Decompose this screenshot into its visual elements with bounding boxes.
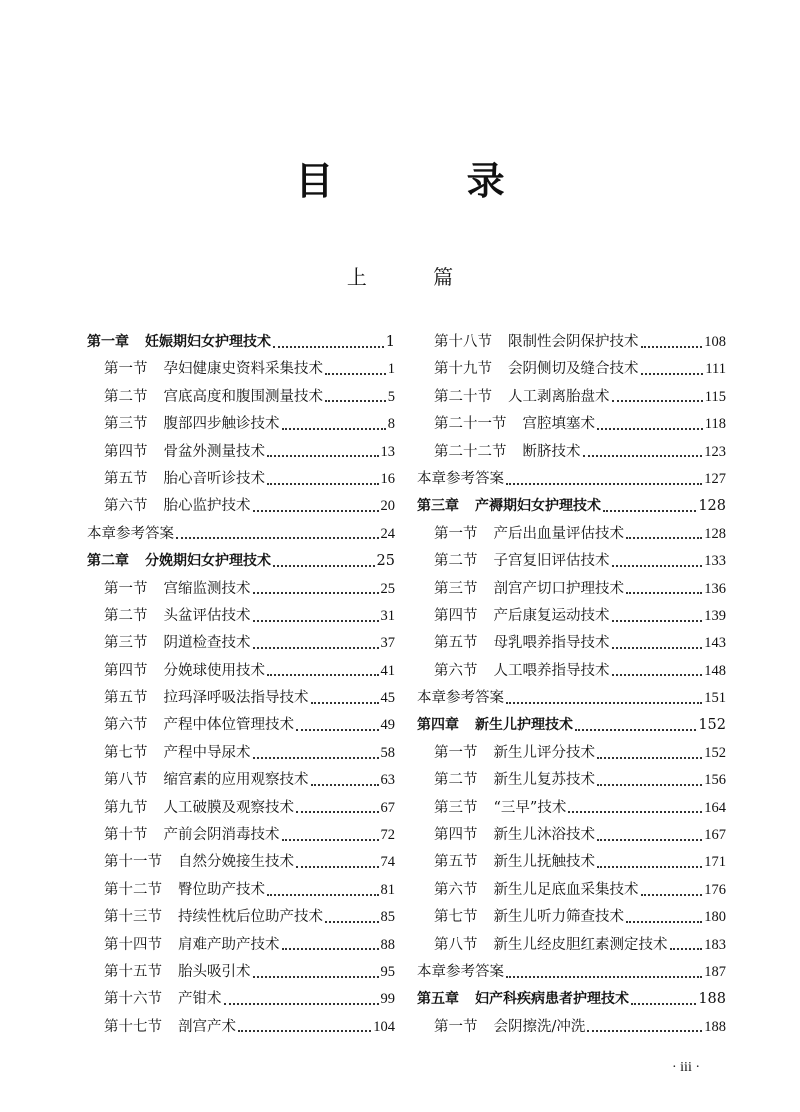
toc-entry-number: 第四节 [434, 827, 478, 844]
toc-section-entry[interactable] [87, 466, 395, 493]
toc-section-entry[interactable] [87, 685, 395, 712]
dot-leader [253, 592, 379, 594]
toc-section-entry[interactable] [417, 877, 726, 904]
toc-entry-number: 第八节 [434, 936, 478, 953]
toc-entry-page: 152 [698, 717, 726, 734]
dot-leader [176, 537, 379, 539]
toc-entry-page: 148 [704, 662, 726, 679]
toc-chapter-entry[interactable] [417, 493, 726, 520]
toc-section-entry[interactable] [417, 658, 726, 685]
toc-entry-title: 新生儿听力筛查技术 [493, 909, 624, 926]
dot-leader [253, 647, 379, 649]
toc-entry-page: 133 [704, 553, 726, 570]
dot-leader [311, 784, 379, 786]
toc-entry-number: 第四章 [417, 717, 459, 734]
dot-leader [325, 373, 386, 375]
toc-entry-page: 13 [380, 443, 395, 460]
toc-entry-page: 45 [380, 690, 395, 707]
toc-entry-title: 母乳喂养指导技术 [493, 635, 610, 652]
toc-entry-number: 第五节 [104, 470, 148, 487]
toc-entry-number: 第一节 [434, 525, 478, 542]
toc-entry-title: 腹部四步触诊技术 [163, 416, 280, 433]
dot-leader [631, 1003, 696, 1005]
part-heading: 上 篇 [346, 265, 484, 289]
toc-entry-page: 128 [698, 498, 726, 515]
toc-entry-title: 产后出血量评估技术 [493, 525, 624, 542]
toc-entry-page: 16 [380, 470, 395, 487]
toc-entry-page: 188 [698, 991, 726, 1008]
toc-entry-page: 118 [704, 416, 726, 433]
toc-section-entry[interactable] [87, 904, 395, 931]
toc-entry-page: 58 [380, 744, 395, 761]
toc-section-entry[interactable] [87, 1014, 395, 1041]
toc-left-column [87, 329, 395, 1041]
dot-leader [267, 674, 379, 676]
toc-section-entry[interactable] [417, 384, 726, 411]
dot-leader [224, 1003, 379, 1005]
toc-entry-title: 新生儿足底血采集技术 [493, 881, 639, 898]
toc-entry-page: 171 [704, 854, 726, 871]
toc-entry-page: 167 [704, 827, 726, 844]
dot-leader [282, 948, 379, 950]
dot-leader [506, 976, 702, 978]
dot-leader [626, 592, 702, 594]
dot-leader [603, 510, 696, 512]
toc-entry-page: 180 [704, 909, 726, 926]
toc-entry-number: 第一节 [434, 1018, 478, 1035]
toc-entry-title: 分娩期妇女护理技术 [145, 553, 271, 570]
toc-section-entry[interactable] [87, 411, 395, 438]
toc-title: 目 录 [295, 159, 565, 203]
toc-section-entry[interactable] [87, 356, 395, 383]
toc-entry-number: 第十三节 [104, 909, 162, 926]
toc-entry-number: 第五章 [417, 991, 459, 1008]
toc-section-entry[interactable] [87, 822, 395, 849]
toc-entry-title: 新生儿复苏技术 [493, 772, 595, 789]
toc-section-entry[interactable] [417, 932, 726, 959]
toc-section-entry[interactable] [417, 356, 726, 383]
toc-entry-number: 第三节 [434, 580, 478, 597]
toc-entry-number: 第一节 [434, 744, 478, 761]
dot-leader [325, 400, 386, 402]
dot-leader [597, 866, 702, 868]
toc-entry-title: 新生儿抚触技术 [493, 854, 595, 871]
dot-leader [626, 537, 702, 539]
toc-section-entry[interactable] [417, 740, 726, 767]
toc-entry-title: 胎头吸引术 [178, 963, 251, 980]
toc-section-entry[interactable] [417, 849, 726, 876]
toc-entry-title: 胎心监护技术 [163, 498, 251, 515]
toc-entry-title: 宫腔填塞术 [522, 416, 595, 433]
toc-entry-title: 宫缩监测技术 [163, 580, 251, 597]
toc-entry-page: 37 [380, 635, 395, 652]
toc-entry-page: 104 [373, 1018, 395, 1035]
dot-leader [641, 373, 704, 375]
toc-entry-page: 188 [704, 1018, 726, 1035]
toc-entry-title: 缩宫素的应用观察技术 [163, 772, 309, 789]
toc-entry-page: 81 [380, 881, 395, 898]
toc-entry-title: 本章参考答案 [417, 470, 504, 487]
toc-entry-page: 88 [380, 936, 395, 953]
toc-entry-title: 剖宫产切口护理技术 [493, 580, 624, 597]
toc-entry-page: 63 [380, 772, 395, 789]
toc-entry-title: 新生儿护理技术 [475, 717, 573, 734]
toc-entry-title: 头盆评估技术 [163, 607, 251, 624]
dot-leader [575, 729, 696, 731]
toc-entry-number: 第二十节 [434, 388, 492, 405]
toc-entry-number: 第三节 [104, 635, 148, 652]
dot-leader [597, 784, 702, 786]
toc-entry-number: 第一节 [104, 361, 148, 378]
dot-leader [267, 894, 379, 896]
toc-entry-title: 人工破膜及观察技术 [163, 799, 294, 816]
toc-section-entry[interactable] [87, 576, 395, 603]
toc-section-entry[interactable] [87, 959, 395, 986]
toc-entry-number: 第八节 [104, 772, 148, 789]
toc-entry-number: 第一章 [87, 334, 129, 350]
dot-leader [296, 729, 379, 731]
toc-section-entry[interactable] [417, 1014, 726, 1041]
toc-section-entry[interactable] [87, 932, 395, 959]
toc-entry-page: 1 [387, 361, 395, 378]
toc-entry-page: 85 [380, 909, 395, 926]
toc-section-entry[interactable] [417, 576, 726, 603]
toc-entry-number: 第十七节 [104, 1018, 162, 1035]
toc-answer-entry[interactable] [417, 959, 726, 986]
toc-right-column [417, 329, 726, 1041]
toc-entry-number: 第二十一节 [434, 416, 507, 433]
toc-entry-number: 第十节 [104, 827, 148, 844]
toc-entry-page: 151 [704, 690, 726, 707]
toc-entry-page: 156 [704, 772, 726, 789]
toc-entry-number: 第二章 [87, 553, 129, 570]
toc-entry-number: 第六节 [434, 662, 478, 679]
toc-entry-title: 本章参考答案 [87, 525, 174, 542]
toc-section-entry[interactable] [87, 849, 395, 876]
toc-section-entry[interactable] [87, 658, 395, 685]
toc-entry-title: 产程中导尿术 [163, 744, 251, 761]
toc-entry-title: 人工剥离胎盘术 [508, 388, 610, 405]
toc-entry-page: 67 [380, 799, 395, 816]
toc-entry-page: 176 [704, 881, 726, 898]
dot-leader [253, 976, 379, 978]
toc-section-entry[interactable] [417, 822, 726, 849]
toc-entry-title: 新生儿沐浴技术 [493, 827, 595, 844]
toc-entry-title: 自然分娩接生技术 [178, 854, 294, 871]
toc-section-entry[interactable] [417, 904, 726, 931]
toc-entry-title: 会阴侧切及缝合技术 [508, 361, 639, 378]
toc-entry-number: 第二十二节 [434, 443, 507, 460]
dot-leader [253, 510, 379, 512]
toc-entry-title: 妇产科疾病患者护理技术 [475, 991, 629, 1008]
toc-entry-title: 产褥期妇女护理技术 [475, 498, 601, 515]
toc-entry-title: 产钳术 [178, 991, 222, 1008]
toc-entry-title: 宫底高度和腹围测量技术 [163, 388, 323, 405]
toc-entry-page: 183 [704, 936, 726, 953]
dot-leader [253, 620, 379, 622]
toc-entry-title: 孕妇健康史资料采集技术 [163, 361, 323, 378]
dot-leader [587, 1030, 702, 1032]
toc-chapter-entry[interactable] [87, 548, 395, 575]
toc-entry-number: 第五节 [434, 854, 478, 871]
toc-section-entry[interactable] [417, 329, 726, 356]
toc-entry-title: 分娩球使用技术 [163, 662, 265, 679]
toc-section-entry[interactable] [87, 767, 395, 794]
toc-entry-page: 123 [704, 443, 726, 460]
toc-section-entry[interactable] [417, 767, 726, 794]
dot-leader [267, 455, 379, 457]
toc-entry-title: 新生儿经皮胆红素测定技术 [493, 936, 668, 953]
toc-section-entry[interactable] [87, 439, 395, 466]
toc-entry-number: 第二节 [104, 607, 148, 624]
page-number: · iii · [672, 1060, 700, 1075]
toc-section-entry[interactable] [87, 603, 395, 630]
toc-entry-number: 第十四节 [104, 936, 162, 953]
toc-entry-page: 143 [704, 635, 726, 652]
dot-leader [612, 565, 703, 567]
dot-leader [296, 866, 379, 868]
dot-leader [311, 702, 379, 704]
toc-entry-title: 会阴擦洗/冲洗 [493, 1018, 586, 1035]
toc-section-entry[interactable] [87, 384, 395, 411]
toc-answer-entry[interactable] [87, 521, 395, 548]
toc-entry-number: 第六节 [104, 717, 148, 734]
toc-section-entry[interactable] [87, 986, 395, 1013]
dot-leader [325, 921, 379, 923]
toc-entry-number: 第十九节 [434, 361, 492, 378]
toc-entry-page: 139 [704, 607, 726, 624]
dot-leader [568, 811, 702, 813]
toc-entry-number: 第五节 [104, 690, 148, 707]
toc-entry-number: 第四节 [434, 607, 478, 624]
toc-entry-page: 115 [704, 388, 726, 405]
dot-leader [641, 894, 703, 896]
toc-entry-number: 第十五节 [104, 963, 162, 980]
toc-entry-page: 24 [380, 525, 395, 542]
toc-entry-page: 128 [704, 525, 726, 542]
toc-entry-number: 第三章 [417, 498, 459, 515]
toc-entry-title: 肩难产助产技术 [178, 936, 280, 953]
toc-entry-page: 41 [380, 662, 395, 679]
toc-entry-title: 产前会阴消毒技术 [163, 827, 280, 844]
toc-entry-title: 断脐技术 [522, 443, 581, 460]
toc-section-entry[interactable] [417, 521, 726, 548]
toc-entry-page: 20 [380, 498, 395, 515]
toc-entry-page: 1 [385, 334, 395, 350]
toc-entry-page: 136 [704, 580, 726, 597]
toc-entry-page: 108 [704, 334, 726, 350]
toc-entry-page: 127 [704, 470, 726, 487]
toc-entry-title: 剖宫产术 [178, 1018, 236, 1035]
toc-entry-title: 本章参考答案 [417, 690, 504, 707]
toc-entry-page: 187 [704, 963, 726, 980]
toc-entry-number: 第二节 [434, 553, 478, 570]
toc-section-entry[interactable] [417, 630, 726, 657]
toc-entry-page: 111 [705, 361, 726, 378]
toc-entry-title: “三早”技术 [493, 799, 567, 816]
toc-entry-number: 第四节 [104, 662, 148, 679]
dot-leader [583, 455, 703, 457]
toc-entry-page: 72 [380, 827, 395, 844]
toc-entry-page: 31 [380, 607, 395, 624]
dot-leader [506, 702, 702, 704]
toc-entry-page: 74 [380, 854, 395, 871]
toc-entry-number: 第三节 [434, 799, 478, 816]
dot-leader [626, 921, 702, 923]
dot-leader [597, 757, 702, 759]
toc-entry-title: 产程中体位管理技术 [163, 717, 294, 734]
dot-leader [282, 428, 386, 430]
dot-leader [612, 647, 703, 649]
toc-entry-page: 49 [380, 717, 395, 734]
toc-entry-page: 5 [387, 388, 395, 405]
toc-answer-entry[interactable] [417, 685, 726, 712]
toc-entry-number: 第五节 [434, 635, 478, 652]
toc-entry-page: 8 [387, 416, 395, 433]
dot-leader [597, 839, 702, 841]
dot-leader [612, 620, 703, 622]
toc-entry-title: 妊娠期妇女护理技术 [145, 334, 271, 350]
toc-entry-page: 152 [704, 744, 726, 761]
toc-entry-number: 第六节 [104, 498, 148, 515]
toc-entry-number: 第六节 [434, 881, 478, 898]
toc-entry-number: 第十八节 [434, 334, 492, 350]
toc-section-entry[interactable] [87, 795, 395, 822]
toc-entry-title: 持续性枕后位助产技术 [178, 909, 323, 926]
toc-section-entry[interactable] [417, 603, 726, 630]
dot-leader [253, 757, 379, 759]
toc-entry-title: 拉玛泽呼吸法指导技术 [163, 690, 309, 707]
dot-leader [273, 346, 384, 348]
toc-entry-page: 99 [380, 991, 395, 1008]
dot-leader [597, 428, 703, 430]
dot-leader [273, 565, 375, 567]
dot-leader [282, 839, 379, 841]
toc-entry-number: 第二节 [104, 388, 148, 405]
dot-leader [612, 674, 703, 676]
dot-leader [670, 948, 703, 950]
toc-entry-page: 25 [376, 553, 395, 570]
dot-leader [296, 811, 379, 813]
toc-section-entry[interactable] [417, 411, 726, 438]
toc-entry-number: 第七节 [104, 744, 148, 761]
toc-entry-page: 164 [704, 799, 726, 816]
toc-section-entry[interactable] [87, 877, 395, 904]
toc-entry-title: 产后康复运动技术 [493, 607, 610, 624]
toc-entry-title: 限制性会阴保护技术 [508, 334, 639, 350]
toc-entry-title: 骨盆外测量技术 [163, 443, 265, 460]
toc-entry-number: 第十二节 [104, 881, 162, 898]
dot-leader [506, 483, 702, 485]
toc-chapter-entry[interactable] [417, 712, 726, 739]
toc-section-entry[interactable] [417, 795, 726, 822]
toc-entry-number: 第九节 [104, 799, 148, 816]
toc-entry-title: 胎心音听诊技术 [163, 470, 265, 487]
toc-section-entry[interactable] [417, 439, 726, 466]
toc-entry-number: 第七节 [434, 909, 478, 926]
toc-section-entry[interactable] [87, 740, 395, 767]
toc-entry-number: 第一节 [104, 580, 148, 597]
toc-entry-title: 人工喂养指导技术 [493, 662, 610, 679]
toc-entry-number: 第十六节 [104, 991, 162, 1008]
toc-entry-number: 第三节 [104, 416, 148, 433]
toc-section-entry[interactable] [87, 493, 395, 520]
toc-section-entry[interactable] [87, 630, 395, 657]
dot-leader [267, 483, 379, 485]
dot-leader [641, 346, 703, 348]
toc-section-entry[interactable] [87, 712, 395, 739]
toc-entry-title: 子宫复旧评估技术 [493, 553, 610, 570]
toc-entry-page: 95 [380, 963, 395, 980]
dot-leader [238, 1030, 371, 1032]
toc-entry-title: 本章参考答案 [417, 963, 504, 980]
toc-answer-entry[interactable] [417, 466, 726, 493]
toc-entry-number: 第二节 [434, 772, 478, 789]
toc-entry-title: 臀位助产技术 [178, 881, 265, 898]
toc-chapter-entry[interactable] [87, 329, 395, 356]
toc-entry-number: 第四节 [104, 443, 148, 460]
toc-section-entry[interactable] [417, 548, 726, 575]
dot-leader [612, 400, 703, 402]
toc-entry-number: 第十一节 [104, 854, 162, 871]
toc-entry-page: 25 [380, 580, 395, 597]
toc-entry-title: 新生儿评分技术 [493, 744, 595, 761]
toc-chapter-entry[interactable] [417, 986, 726, 1013]
toc-entry-title: 阴道检查技术 [163, 635, 251, 652]
